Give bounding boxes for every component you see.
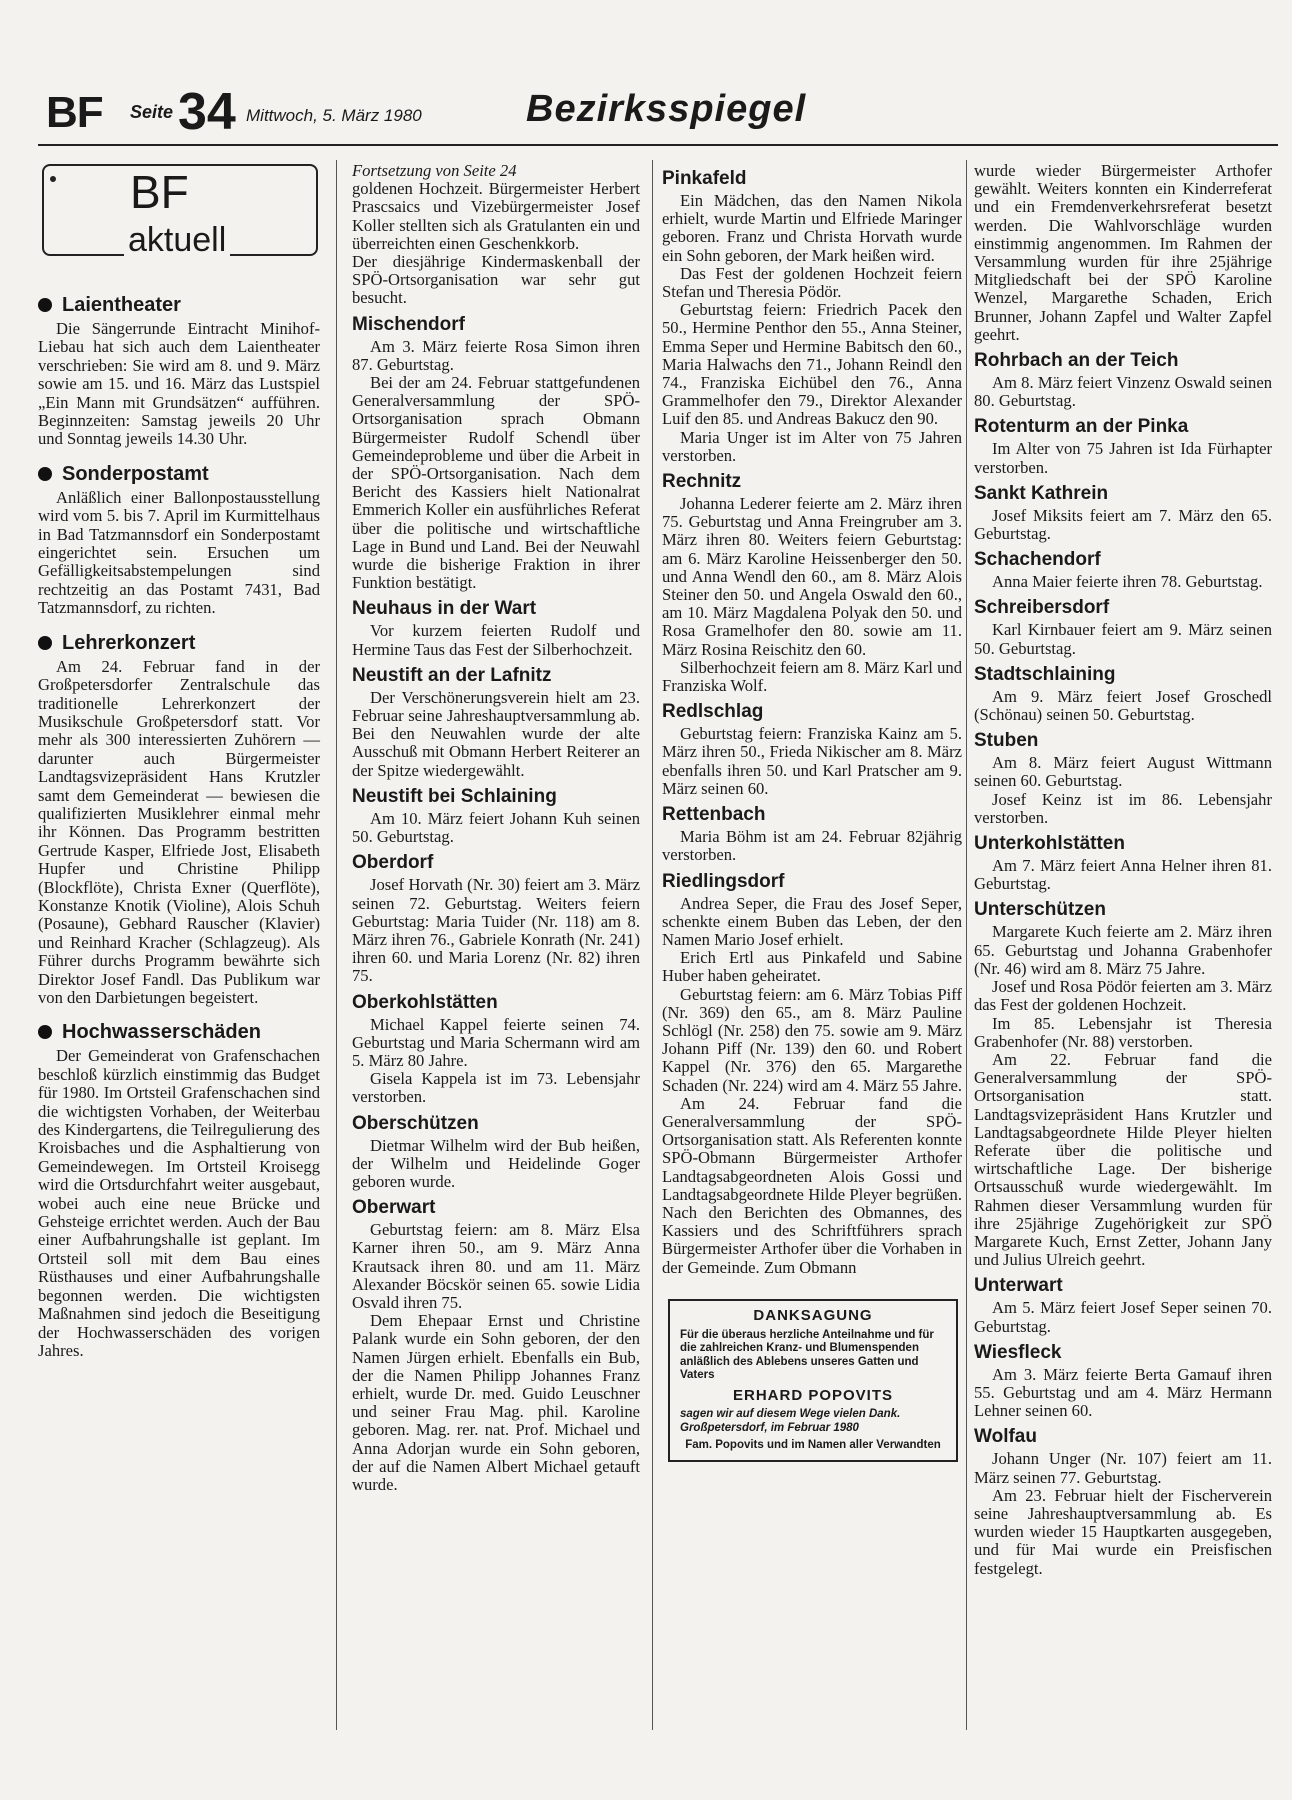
village-heading: Rechnitz xyxy=(662,471,742,493)
news-paragraph: Am 3. März feierte Rosa Simon ihren 87. Geburtstag. xyxy=(352,336,640,374)
news-paragraph: Josef Keinz ist im 86. Lebensjahr verstorben. xyxy=(974,789,1272,827)
bf-aktuell-logo xyxy=(38,162,320,280)
news-paragraph: Maria Unger ist im Alter von 75 Jahren verstorben. xyxy=(662,427,962,465)
village-heading: Rotenturm an der Pinka xyxy=(974,416,1189,438)
village-heading: Rohrbach an der Teich xyxy=(974,350,1179,372)
village-heading: Pinkafeld xyxy=(662,168,747,189)
article-title: Hochwasserschäden xyxy=(62,1021,261,1044)
aktuell-article xyxy=(38,463,320,618)
village-section xyxy=(974,483,1272,543)
village-section xyxy=(352,852,640,985)
village-section xyxy=(974,350,1272,410)
village-section xyxy=(352,1113,640,1192)
news-paragraph: Geburtstag feiern: am 6. März Tobias Piff (Nr. 369) den 65., am 8. März Pauline Schlögl (Nr. 258) den 75. sowie am 9. März Johann Piff (Nr. 139) den 60. und Robert Kappel (Nr. 376) den 65. Margarethe Schaden (Nr. 224) wird am 4. März 55 Jahre. xyxy=(662,984,962,1095)
village-heading: Schreibersdorf xyxy=(974,597,1110,619)
news-paragraph: Am 7. März feiert Anna Helner ihren 81. Geburtstag. xyxy=(974,856,1272,894)
village-section xyxy=(974,730,1272,827)
news-paragraph: Anna Maier feierte ihren 78. Geburtstag. xyxy=(992,572,1263,592)
village-news xyxy=(974,350,1272,1578)
news-paragraph: Vor kurzem feierten Rudolf und Hermine Taus das Fest der Silberhochzeit. xyxy=(352,621,640,659)
village-heading: Unterschützen xyxy=(974,899,1106,921)
village-section xyxy=(974,416,1272,476)
continued-text xyxy=(352,180,640,307)
column-3 xyxy=(662,162,962,1462)
village-heading: Mischendorf xyxy=(352,313,465,335)
continued-paragraph: Der diesjährige Kindermaskenball der SPÖ-Ortsorganisation war sehr gut besucht. xyxy=(352,252,640,308)
news-paragraph: Josef Horvath (Nr. 30) feiert am 3. März seinen 72. Geburtstag. Weiters feiern Geburtstag: Maria Tuider (Nr. 118) am 8. März ihren 76., Gabriele Konrath (Nr. 241) ihren 60. und Maria Lorenz (Nr. 82) ihren 75. xyxy=(352,875,640,986)
page-number: 34 xyxy=(178,83,236,141)
news-paragraph: Am 24. Februar fand die Generalversammlung der SPÖ-Ortsorganisation statt. Als Referenten konnte SPÖ-Obmann Bürgermeister Arthofer Landtagsabgeordneten Alois Gossi und Landtagsabgeordnete Hilde Pleyer begrüßen. Nach den Berichten des Obmannes, des Kassiers und des Schriftführers sprach Bürgermeister Arthofer über die Vorhaben in der Gemeinde. Zum Obmann xyxy=(662,1093,962,1277)
village-section xyxy=(662,701,962,798)
danksagung-ad xyxy=(668,1299,958,1462)
news-paragraph: Dem Ehepaar Ernst und Christine Palank wurde ein Sohn geboren, der den Namen Jürgen erhielt. Ebenfalls ein Bub, der die Namen Philipp Johannes Franz erhielt, wurde Dr. med. Guido Leuschner und seiner Frau Mag. phil. Karoline geboren. Mag. rer. nat. Prof. Michael und Anna Adorjan wurde ein Sohn geboren, der auf die Namen Albert Michael getauft wurde. xyxy=(352,1311,640,1494)
news-paragraph: Josef und Rosa Pödör feierten am 3. März das Fest der goldenen Hochzeit. xyxy=(974,977,1272,1015)
village-section xyxy=(974,1275,1272,1335)
news-paragraph: Erich Ertl aus Pinkafeld und Sabine Huber haben geheiratet. xyxy=(662,948,962,986)
news-paragraph: Margarete Kuch feierte am 2. März ihren 65. Geburtstag und Johanna Grabenhofer (Nr. 46) wird am 8. März 75 Jahre. xyxy=(974,922,1272,978)
news-paragraph: Am 8. März feiert August Wittmann seinen 60. Geburtstag. xyxy=(974,753,1272,791)
village-heading: Unterwart xyxy=(974,1275,1063,1297)
news-paragraph: Geburtstag feiern: Franziska Kainz am 5. März ihren 50., Frieda Nikischer am 8. März ebenfalls ihren 50. und Karl Pratscher am 9. März seinen 60. xyxy=(662,724,962,798)
news-paragraph: Geburtstag feiern: Friedrich Pacek den 50., Hermine Penthor den 55., Anna Steiner, Emma Seper und Hermine Babitsch den 60., Maria Halwachs den 71., Johann Reindl den 74., Franziska Eichübel den 76., Anna Grammelhofer den 79., Direktor Alexander Luif den 85. und Andreas Bakucz den 90. xyxy=(662,300,962,429)
article-text: Am 24. Februar fand in der Großpetersdorfer Zentralschule das traditionelle Lehrerkonzert der Musikschule Großpetersdorf statt. Vor mehr als 300 interessierten Zuhörern — darunter auch Bürgermeister Landtagsvizepräsident Hans Krutzler samt dem Gemeinderat — bewiesen die qualifizierten Musiklehrer einmal mehr ihr Können. Das Programm bestritten Gertrude Kasper, Elfriede Jost, Elisabeth Hupfer und Christine Philipp (Blockflöte), Christa Exner (Querflöte), Konstanze Knotik (Violine), Alois Schuh (Posaune), Gebhard Rauscher (Klavier) und Reinhard Kracher (Schlagzeug). Als Führer durchs Programm bewährte sich Direktor Josef Fandl. Das Publikum war von den Darbietungen begeistert. xyxy=(38,656,320,1007)
village-section xyxy=(662,871,962,1277)
column-divider xyxy=(966,160,967,1730)
news-paragraph: Am 3. März feierte Berta Gamauf ihren 55. Geburtstag und am 4. März Hermann Lehner seinen 60. xyxy=(974,1364,1272,1421)
village-section xyxy=(352,786,640,846)
village-section xyxy=(974,1426,1272,1577)
newspaper-page xyxy=(30,0,1280,1800)
village-section xyxy=(352,1197,640,1494)
village-heading: Oberdorf xyxy=(352,852,434,874)
news-paragraph: Am 8. März feiert Vinzenz Oswald seinen 80. Geburtstag. xyxy=(974,373,1272,411)
aktuell-article xyxy=(38,632,320,1008)
column-2 xyxy=(352,162,640,1494)
news-paragraph: Silberhochzeit feiern am 8. März Karl und Franziska Wolf. xyxy=(662,657,962,696)
village-heading: Redlschlag xyxy=(662,701,764,723)
bullet-icon xyxy=(38,1025,52,1039)
village-heading: Wiesfleck xyxy=(974,1341,1062,1363)
news-paragraph: Der Verschönerungsverein hielt am 23. Februar seine Jahreshauptversammlung ab. Bei den Neuwahlen wurde der alte Ausschuß mit Obmann Herbert Reiterer an der Spitze wiedergewählt. xyxy=(352,687,640,780)
section-title: Bezirksspiegel xyxy=(526,88,807,130)
column-divider xyxy=(336,160,337,1730)
village-heading: Sankt Kathrein xyxy=(974,482,1109,504)
village-news xyxy=(352,314,640,1495)
village-section xyxy=(352,598,640,658)
village-section xyxy=(974,597,1272,657)
bf-aktuell-column xyxy=(38,162,320,1360)
article-title: Sonderpostamt xyxy=(62,462,209,485)
masthead-logo: BF xyxy=(46,88,103,137)
ad-thanks: sagen wir auf diesem Wege vielen Dank. Großpetersdorf, im Februar 1980 xyxy=(680,1408,901,1435)
news-paragraph: Maria Böhm ist am 24. Februar 82jährig verstorben. xyxy=(662,827,962,865)
logo-aktuell: aktuell xyxy=(124,222,230,258)
village-section xyxy=(974,1342,1272,1421)
article-text: Anläßlich einer Ballonpostausstellung wird vom 5. bis 7. April im Kurmittelhaus in Bad Tatzmannsdorf ein Sonderpostamt eingerichtet sein. Ersuchen um Gefälligkeitsabstempelungen sind rechtzeitig an das Postamt 7431, Bad Tatzmannsdorf, zu richten. xyxy=(38,487,320,618)
village-section xyxy=(352,992,640,1107)
village-heading: Neuhaus in der Wart xyxy=(352,598,537,620)
continued-paragraph: wurde wieder Bürgermeister Arthofer gewählt. Weiters konnten ein Kinderreferat und ein Fremdenverkehrsreferat besetzt werden. Die Wahlvorschläge wurden einstimmig angenommen. Im Rahmen der Versammlung wurden für ihre 25jährige Mitgliedschaft bei der SPÖ Karoline Wenzel, Margarethe Schaden, Erich Brunner, Johann Zapfel und Walter Zapfel geehrt. xyxy=(974,161,1272,344)
bullet-icon xyxy=(38,467,52,481)
bullet-icon xyxy=(38,298,52,312)
village-section xyxy=(352,314,640,593)
article-text: Die Sängerrunde Eintracht Minihof-Liebau hat sich auch dem Laientheater verschrieben: Sie wird am 8. und 9. März sowie am 15. und 16. März das Lustspiel „Ein Mann mit Grundsätzen“ aufführen. Beginnzeiten: Samstag jeweils 20 Uhr und Sonntag jeweils 14.30 Uhr. xyxy=(38,319,320,449)
village-heading: Stuben xyxy=(974,730,1039,752)
village-heading: Oberwart xyxy=(352,1197,436,1219)
news-paragraph: Ein Mädchen, das den Namen Nikola erhielt, wurde Martin und Elfriede Maringer geboren. Franz und Christa Horvath wurde ein Sohn geboren, der Mark heißen wird. xyxy=(662,191,962,265)
news-paragraph: Das Fest der goldenen Hochzeit feiern Stefan und Theresia Pödör. xyxy=(662,263,962,302)
column-4 xyxy=(974,162,1272,1578)
village-section xyxy=(662,168,962,465)
news-paragraph: Am 22. Februar fand die Generalversammlung der SPÖ-Ortsorganisation statt. Landtagsvizepräsident Hans Krutzler und Landtagsabgeordnete Hilde Pleyer hielten Referate über die politische und wirtschaftliche Lage. Der bisherige Ortsausschuß wurde wiedergewählt. Im Rahmen dieser Versammlung wurden für ihre 25jährige Zugehörigkeit zur SPÖ Margarete Kuch, Ernst Zetter, Johann Jany und Julius Ulreich geehrt. xyxy=(974,1049,1272,1270)
village-heading: Unterkohlstätten xyxy=(974,833,1125,855)
article-heading xyxy=(38,294,320,316)
aktuell-article xyxy=(38,1021,320,1360)
village-heading: Oberkohlstätten xyxy=(352,991,498,1013)
news-paragraph: Andrea Seper, die Frau des Josef Seper, schenkte einem Buben das Leben, der den Namen Mario Josef erhielt. xyxy=(662,893,962,949)
masthead xyxy=(38,84,1278,146)
village-news xyxy=(662,168,962,1277)
article-title: Lehrerkonzert xyxy=(62,631,196,654)
news-paragraph: Im 85. Lebensjahr ist Theresia Grabenhofer (Nr. 88) verstorben. xyxy=(974,1013,1272,1051)
village-section xyxy=(352,665,640,780)
village-heading: Rettenbach xyxy=(662,804,766,826)
news-paragraph: Gisela Kappela ist im 73. Lebensjahr verstorben. xyxy=(352,1069,640,1107)
village-section xyxy=(974,549,1272,591)
village-heading: Wolfau xyxy=(974,1426,1037,1448)
news-paragraph: Michael Kappel feierte seinen 74. Geburtstag und Maria Schermann wird am 5. März 80 Jahre. xyxy=(352,1014,640,1070)
article-heading xyxy=(38,463,320,485)
village-section xyxy=(974,664,1272,724)
village-heading: Stadtschlaining xyxy=(974,663,1116,685)
village-section xyxy=(662,804,962,864)
page-label: Seite xyxy=(130,102,174,122)
article-title: Laientheater xyxy=(62,294,181,316)
village-heading: Riedlingsdorf xyxy=(662,870,785,892)
ad-text: Für die überaus herzliche Anteilnahme und für die zahlreichen Kranz- und Blumenspenden anläßlich des Ablebens unseres Gatten und Vaters xyxy=(680,1328,934,1382)
village-heading: Neustift an der Lafnitz xyxy=(352,664,552,686)
news-paragraph: Karl Kirnbauer feiert am 9. März seinen 50. Geburtstag. xyxy=(974,620,1272,658)
news-paragraph: Dietmar Wilhelm wird der Bub heißen, der Wilhelm und Heidelinde Goger geboren wurde. xyxy=(352,1135,640,1191)
village-section xyxy=(974,899,1272,1269)
village-heading: Oberschützen xyxy=(352,1112,479,1134)
news-paragraph: Am 9. März feiert Josef Groschedl (Schönau) seinen 50. Geburtstag. xyxy=(974,686,1272,725)
logo-dot xyxy=(50,176,56,182)
article-heading xyxy=(38,1021,320,1043)
ad-name: ERHARD POPOVITS xyxy=(732,1386,894,1404)
bullet-icon xyxy=(38,636,52,650)
news-paragraph: Josef Miksits feiert am 7. März den 65. Geburtstag. xyxy=(974,505,1272,544)
village-section xyxy=(974,833,1272,893)
issue-date: Mittwoch, 5. März 1980 xyxy=(246,106,422,125)
news-paragraph: Am 5. März feiert Josef Seper seinen 70. Geburtstag. xyxy=(974,1298,1272,1336)
news-paragraph: Im Alter von 75 Jahren ist Ida Fürhapter verstorben. xyxy=(974,439,1272,477)
continuation-note: Fortsetzung von Seite 24 xyxy=(352,161,517,180)
article-heading xyxy=(38,632,320,654)
village-heading: Neustift bei Schlaining xyxy=(352,785,557,807)
column-divider xyxy=(652,160,653,1730)
news-paragraph: Am 23. Februar hielt der Fischerverein seine Jahreshauptversammlung ab. Es wurden wieder 15 Hauptkarten ausgegeben, und für Mai wurde ein Preisfischen festgelegt. xyxy=(974,1485,1272,1578)
village-section xyxy=(662,471,962,695)
news-paragraph: Am 10. März feiert Johann Kuh seinen 50. Geburtstag. xyxy=(352,808,640,847)
ad-signature: Fam. Popovits und im Namen aller Verwandten xyxy=(685,1439,941,1452)
continued-paragraph: goldenen Hochzeit. Bürgermeister Herbert Prascsaics und Vizebürgermeister Josef Koller stellten sich als Gratulanten ein und überreichten einen Geschenkkorb. xyxy=(352,179,640,253)
article-text: Der Gemeinderat von Grafenschachen beschloß kürzlich einstimmig das Budget für 1980. Im Ortsteil Grafenschachen sind die wichtigsten Vorhaben, der Weiterbau des Kindergartens, die Teilregulierung des Kroisbaches und die Asphaltierung von Gemeindewegen. Im Ortsteil Kroisegg wird die Ortsdurchfahrt weiter ausgebaut, wobei auch eine neue Brücke und Gehsteige errichtet werden. Auch der Bau einer Aufbahrungshalle ist geplant. Im Ortsteil soll mit dem Bau eines Rüsthauses und einer Aufbahrungshalle begonnen werden. Die wichtigsten Maßnahmen sind jedoch die Beseitigung der Hochwasserschäden des vorigen Jahres. xyxy=(38,1046,320,1360)
ad-title: DANKSAGUNG xyxy=(753,1306,873,1324)
village-heading: Schachendorf xyxy=(974,549,1101,571)
news-paragraph: Johanna Lederer feierte am 2. März ihren 75. Geburtstag und Anna Freingruber am 3. März ihren 80. Weiters feiern Geburtstag: am 6. März Karoline Heissenberger den 50. und Anna Wendl den 60., am 8. März Alois Steiner den 50. und Angela Oswald den 60., am 10. März Magdalena Polyak den 50. und Rosa Gramelhofer den 80. sowie am 11. März Rosina Reischitz den 60. xyxy=(662,494,962,659)
news-paragraph: Geburtstag feiern: am 8. März Elsa Karner ihren 50., am 9. März Anna Krautsack ihren 80. und am 11. März Alexander Böcskör seinen 65. sowie Lidia Osvald ihren 75. xyxy=(352,1220,640,1312)
continued-text xyxy=(974,162,1272,344)
news-paragraph: Bei der am 24. Februar stattgefundenen Generalversammlung der SPÖ-Ortsorganisation sprach Obmann Bürgermeister Rudolf Schendl über Gemeindeprobleme und über die Arbeit in der SPÖ-Ortsorganisation. Nach dem Bericht des Kassiers hielt Nationalrat Emmerich Kolleг ein ausführliches Referat über die politische und wirtschaftliche Lage in Bund und Land. Bei der Neuwahl wurde die bisherige Fraktion in ihrer Funktion bestätigt. xyxy=(352,373,640,593)
news-paragraph: Johann Unger (Nr. 107) feiert am 11. März seinen 77. Geburtstag. xyxy=(974,1449,1272,1487)
aktuell-article xyxy=(38,294,320,449)
logo-bf: BF xyxy=(126,168,193,216)
aktuell-articles xyxy=(38,294,320,1360)
